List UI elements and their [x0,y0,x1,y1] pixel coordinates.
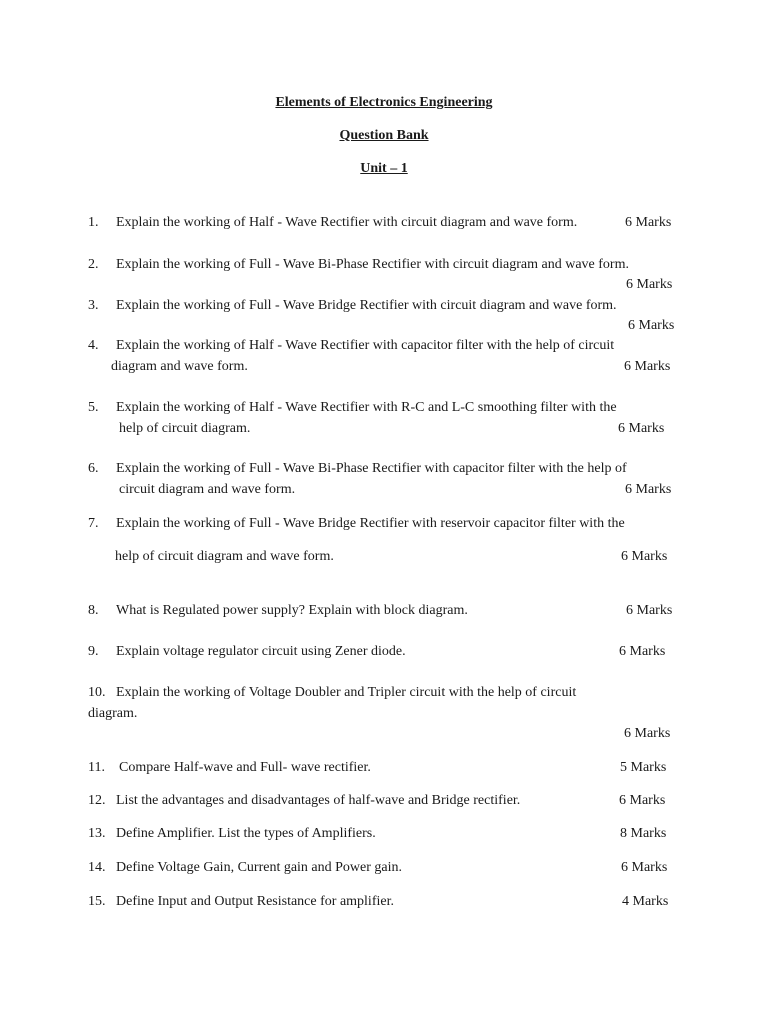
question-text: Define Input and Output Resistance for amplifier. [116,894,394,909]
question-text: Define Voltage Gain, Current gain and Power gain. [116,860,403,875]
question-number: 12. [88,793,106,808]
question-number: 1. [88,215,99,230]
question-marks: 6 Marks [619,644,666,659]
question-number: 7. [88,516,99,531]
document-subtitle: Question Bank [339,128,429,143]
question-marks: 6 Marks [619,793,666,808]
question-text: Explain the working of Full - Wave Bridge Rectifier with reservoir capacitor filter with the [116,516,625,531]
question-text: Define Amplifier. List the types of Amplifiers. [116,826,376,841]
question-text: Explain the working of Voltage Doubler and Tripler circuit with the help of circuit [116,685,577,700]
question-text: Explain the working of Full - Wave Bi-Phase Rectifier with capacitor filter with the help of [116,461,627,476]
question-marks: 6 Marks [626,277,673,292]
question-number: 10. [88,685,106,700]
question-text: help of circuit diagram and wave form. [115,549,334,564]
question-text: What is Regulated power supply? Explain with block diagram. [116,603,468,618]
question-text: Compare Half-wave and Full- wave rectifier. [119,760,371,775]
question-number: 13. [88,826,106,841]
question-marks: 6 Marks [628,318,675,333]
question-text: Explain the working of Half - Wave Rectifier with circuit diagram and wave form. [116,215,578,230]
question-marks: 5 Marks [620,760,667,775]
question-number: 9. [88,644,99,659]
question-text: Explain the working of Half - Wave Rectifier with capacitor filter with the help of circuit [116,338,615,353]
question-number: 6. [88,461,99,476]
document-title: Elements of Electronics Engineering [275,95,493,110]
question-marks: 6 Marks [621,549,668,564]
question-text: help of circuit diagram. [119,421,251,436]
question-text: circuit diagram and wave form. [119,482,296,497]
question-text: List the advantages and disadvantages of half-wave and Bridge rectifier. [116,793,521,808]
question-marks: 6 Marks [624,359,671,374]
question-number: 2. [88,257,99,272]
question-number: 11. [88,760,105,775]
question-text: diagram and wave form. [111,359,248,374]
question-marks: 6 Marks [621,860,668,875]
question-marks: 4 Marks [622,894,669,909]
question-number: 5. [88,400,99,415]
question-marks: 8 Marks [620,826,667,841]
question-text: Explain voltage regulator circuit using Zener diode. [116,644,406,659]
question-marks: 6 Marks [626,603,673,618]
question-marks: 6 Marks [618,421,665,436]
unit-heading: Unit – 1 [360,161,408,176]
question-marks: 6 Marks [625,215,672,230]
question-text: Explain the working of Full - Wave Bi-Phase Rectifier with circuit diagram and wave form. [116,257,629,272]
question-number: 4. [88,338,99,353]
question-text: Explain the working of Full - Wave Bridge Rectifier with circuit diagram and wave form. [116,298,617,313]
question-number: 8. [88,603,99,618]
question-number: 14. [88,860,106,875]
question-number: 3. [88,298,99,313]
question-marks: 6 Marks [625,482,672,497]
question-text: Explain the working of Half - Wave Rectifier with R-C and L-C smoothing filter with the [116,400,617,415]
question-text: diagram. [88,706,138,721]
question-number: 15. [88,894,106,909]
question-marks: 6 Marks [624,726,671,741]
